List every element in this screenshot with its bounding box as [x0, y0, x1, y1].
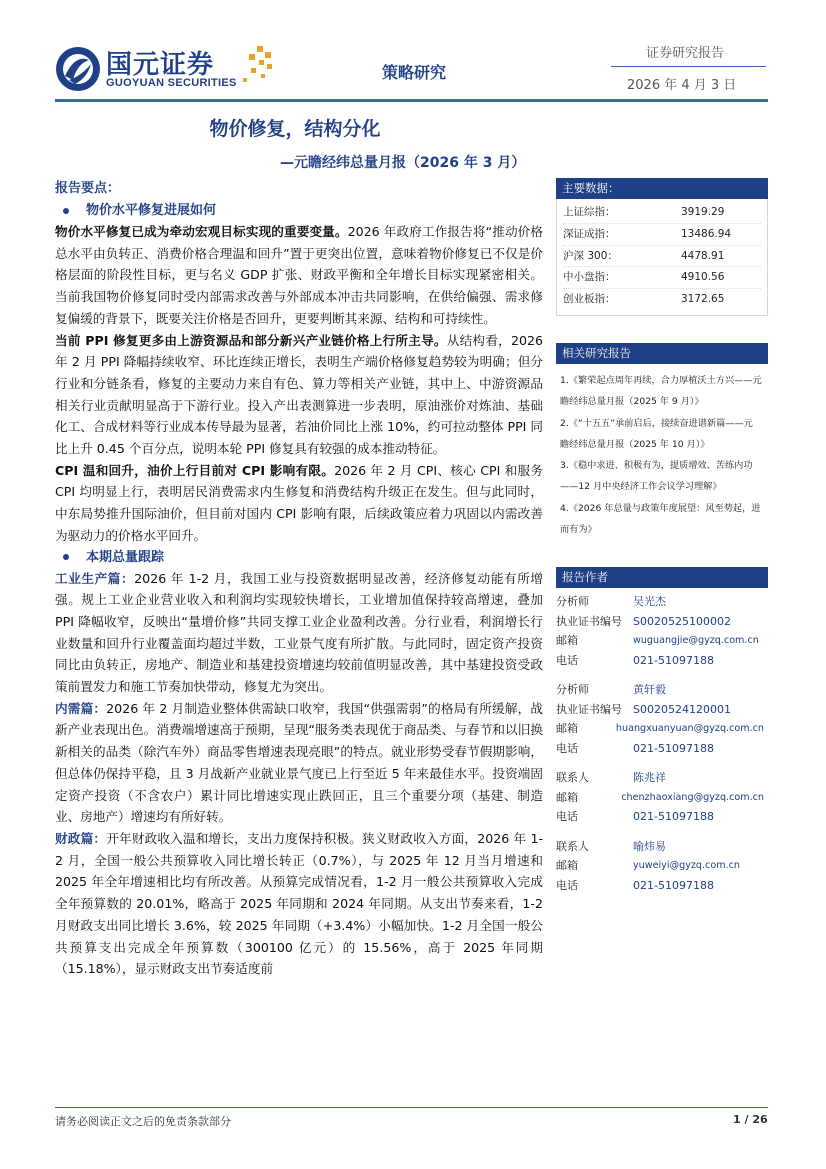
table-row: 创业板指： 3172.65	[563, 293, 725, 306]
header-rule	[55, 99, 768, 102]
related-report-link[interactable]: 4.《2026 年总量与政策年度展望：风至势起，进而有为》	[560, 502, 761, 536]
sub-title: —元瞻经纬总量月报（2026 年 3 月）	[280, 155, 526, 171]
author-name: 吴光杰	[633, 595, 666, 609]
paragraph: 物价水平修复已成为牵动宏观目标实现的重要变量。2026 年政府工作报告将“推动价格总水平由负转正、消费价格合理温和回升”置于更突出位置，意味着物价修复已不仅是价格层面的阶段性目标，更与名义 GDP 扩张、财政平衡和全年增长目标实现紧密相关。当前我国物价修复同时受内部需求改善与外部成本冲击共同影响，在供给偏强、需求修复偏缓的背景下，既要关注价格是否回升，更要判断其来源、结构和可持续性。	[55, 224, 544, 326]
logo-english-name: GUOYUAN SECURITIES	[106, 77, 237, 89]
paragraph: 工业生产篇：2026 年 1-2 月，我国工业与投资数据明显改善，经济修复动能有所增强。规上工业企业营业收入和利润均实现较快增长，工业增加值保持较高增速，叠加 PPI 降幅收窄，反映出“量增价修”共同支撑工业企业盈利改善。分行业看，利润增长行业数量和回升行业覆盖面均超过半数，工业景气度有所扩散。与此同时，固定资产投资同比由负转正，房地产、制造业和基建投资增速均较前值明显改善，其中基建投资受政策前置发力和施工节奏加快带动，修复尤为突出。	[55, 570, 543, 695]
footer-disclaimer: 请务必阅读正文之后的免责条款部分	[55, 1115, 231, 1128]
section-heading-tracking: 本期总量跟踪	[55, 547, 543, 568]
market-data-table	[556, 199, 768, 316]
author-email-link[interactable]: yuweiyi@gyzq.com.cn	[633, 860, 740, 872]
table-row: 沪深 300： 4478.91	[563, 246, 761, 268]
author-email-link[interactable]: huangxuanyuan@gyzq.com.cn	[615, 723, 764, 735]
table-row: 深证成指： 13486.94	[563, 224, 761, 246]
author-name: 喻炜易	[633, 839, 666, 853]
bullet-icon	[63, 208, 69, 214]
sidebar	[556, 178, 768, 895]
related-report-link[interactable]: 2.《“十五五”承前启后，接续奋进谱新篇——元瞻经纬总量月报（2025 年 10 月）》	[560, 417, 753, 450]
section-title: 策略研究	[382, 63, 447, 82]
paragraph: CPI 温和回升，油价上行目前对 CPI 影响有限。2026 年 2 月 CPI、核心 CPI 和服务 CPI 均明显上行，表明居民消费需求内生修复和消费结构升级正在发生。但与此同时，中东局势推升国际油价，但目前对国内 CPI 影响有限，后续政策应着力巩固以内需改善为驱动力的价格水平回升。	[55, 462, 543, 543]
author-name: 陈兆祥	[633, 771, 666, 785]
paragraph: 财政篇：开年财政收入温和增长，支出力度保持积极。狭义财政收入方面，2026 年 1-2 月，全国一般公共预算收入同比增长转正（0.7%），与 2025 年 12 月当月增速和 2025 年全年增速相比均有所改善。从预算完成情况看，1-2 月一般公共预算收入完成全年预算数的 20.01%，略高于 2025 年同期和 2024 年同期。从支出节奏来看，1-2 月财政支出同比增长 3.6%，较 2025 年同期（+3.4%）小幅加快。1-2 月全国一般公共预算支出完成全年预算数（300100 亿元）的 15.56%，高于 2025 年同期（15.18%），显示财政支出节奏适度前	[55, 830, 544, 977]
market-data-title: 主要数据：	[556, 178, 768, 199]
header-divider	[611, 66, 766, 67]
bullet-icon	[63, 554, 69, 560]
report-highlights	[55, 178, 543, 980]
table-row: 中小盘指： 4910.56	[563, 267, 761, 289]
author-list: 分析师 吴光杰 执业证书编号 S0020525100002 邮箱 wuguangjie@gyzq.com.cn 电话 021-51097188 分析师 黄轩毅 执业证书编号 S0020524120001 邮箱 huangxuanyuan@gyzq.com.cn 电话 021-51097188 联系人 陈兆祥 邮箱 chenzhaoxiang@gyzq.com.cn 电话 021-51097188 联系人 喻炜易 邮箱 yuweiyi@gyzq.com.cn 电话 021-51097188	[556, 588, 768, 895]
page-number: 1 / 26	[733, 1113, 768, 1126]
footer-rule	[55, 1107, 768, 1108]
logo-dots-icon	[239, 44, 275, 94]
related-reports-list	[556, 364, 768, 540]
highlights-label: 报告要点：	[55, 181, 121, 196]
author-name: 黄轩毅	[633, 683, 666, 697]
paragraph: 内需篇：2026 年 2 月制造业整体供需缺口收窄，我国“供强需弱”的格局有所缓解，战新产业表现出色。消费端增速高于预期，呈现“服务类表现优于商品类、与春节和以旧换新相关的品类（除汽车外）商品零售增速表现亮眼”的特点。就业形势受春节假期影响，但总体仍保持平稳，且 3 月战新产业就业景气度已上行至近 5 年来最佳水平。投资端固定资产投资（不含农户）累计同比增速实现止跌回正，且三个重要分项（基建、制造业、房地产）增速均有所好转。	[55, 700, 544, 825]
paragraph: 当前 PPI 修复更多由上游资源品和部分新兴产业链价格上行所主导。从结构看，2026 年 2 月 PPI 降幅持续收窄、环比连续正增长，表明生产端价格修复趋势较为明确；但分行业和分链条看，修复的主要动力来自有色、算力等相关产业链，其中上、中游资源品相关行业贡献明显高于下游行业。投入产出表测算进一步表明，原油涨价对炼油、基础化工、合成材料等行业成本传导最为显著，若油价同比上涨 10%，约可拉动整体 PPI 同比上升 0.45 个百分点，说明本轮 PPI 修复具有较强的成本推动特征。	[55, 332, 543, 457]
guoyuan-logo-icon	[55, 46, 101, 92]
related-report-link[interactable]: 1.《繁荣起点周年再续，合力厚植沃土方兴——元瞻经纬总量月报（2025 年 9 月）》	[560, 374, 762, 408]
table-row: 上证综指： 3919.29	[563, 202, 761, 224]
author-email-link[interactable]: wuguangjie@gyzq.com.cn	[633, 635, 759, 647]
report-date: 2026 年 4 月 3 日	[627, 78, 737, 93]
section-heading-price-recovery: 物价水平修复进展如何	[55, 200, 543, 221]
related-report-link[interactable]: 3.《稳中求进、积极有为，提质增效、苦练内功——12 月中央经济工作会议学习理解》	[560, 460, 753, 493]
authors-title: 报告作者	[556, 567, 768, 588]
report-type: 证券研究报告	[646, 46, 725, 61]
related-reports-title: 相关研究报告	[556, 343, 768, 364]
main-title: 物价修复，结构分化	[209, 118, 381, 140]
logo-chinese-name: 国元证券	[106, 50, 215, 80]
author-email-link[interactable]: chenzhaoxiang@gyzq.com.cn	[621, 791, 764, 803]
